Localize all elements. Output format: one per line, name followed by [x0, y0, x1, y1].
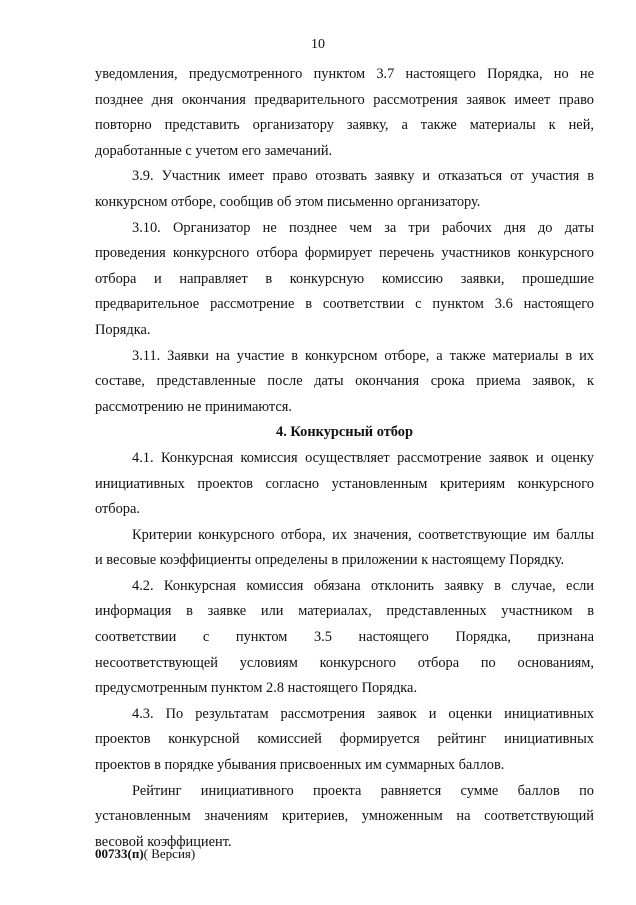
paragraph-line: 3.11. Заявки на участие в конкурсном отборе, а также материалы в их — [132, 347, 594, 364]
paragraph-line: позднее дня окончания предварительного рассмотрения заявок имеет право — [95, 91, 594, 108]
paragraph-line: отбора и направляет в конкурсную комиссию заявки, прошедшие — [95, 270, 594, 287]
paragraph-line: 4.2. Конкурсная комиссия обязана отклонить заявку в случае, если — [132, 577, 594, 594]
paragraph-line: предварительное рассмотрение в соответствии с пунктом 3.6 настоящего — [95, 296, 594, 313]
paragraph-line: отбора. — [95, 501, 140, 518]
page-number: 10 — [311, 37, 325, 52]
paragraph-line: составе, представленные после даты окончания срока приема заявок, к — [95, 373, 594, 390]
paragraph-line: 4.1. Конкурсная комиссия осуществляет рассмотрение заявок и оценку — [132, 449, 594, 466]
paragraph-line: соответствии с пунктом 3.5 настоящего Порядка, признана — [95, 629, 594, 646]
paragraphs-section-4 — [95, 446, 594, 856]
paragraph-line: проведения конкурсного отбора формирует перечень участников конкурсного — [95, 245, 594, 262]
paragraph — [95, 344, 594, 421]
paragraph-line: весовой коэффициент. — [95, 833, 232, 850]
paragraphs-before-section — [95, 62, 594, 420]
paragraph — [95, 779, 594, 856]
paragraph-line: установленным значениям критериев, умноженным на соответствующий — [95, 808, 594, 825]
paragraph — [95, 216, 594, 344]
paragraph — [95, 446, 594, 523]
paragraph-line: доработанные с учетом его замечаний. — [95, 142, 333, 159]
section-heading: 4. Конкурсный отбор — [276, 424, 413, 441]
document-code: 00733(п) — [95, 846, 144, 861]
paragraph — [95, 702, 594, 779]
paragraph-line: несоответствующей условиям конкурсного отбора по основаниям, — [95, 654, 594, 671]
paragraph-line: конкурсном отборе, сообщив об этом письменно организатору. — [95, 193, 481, 210]
paragraph-line: Критерии конкурсного отбора, их значения, соответствующие им баллы — [132, 526, 594, 543]
paragraph-line: 4.3. По результатам рассмотрения заявок и оценки инициативных — [132, 705, 594, 722]
paragraph — [95, 523, 594, 574]
document-footer — [95, 846, 195, 862]
paragraph-line: и весовые коэффициенты определены в приложении к настоящему Порядку. — [95, 552, 565, 569]
paragraph-line: 3.10. Организатор не позднее чем за три рабочих дня до даты — [132, 219, 594, 236]
document-body — [95, 62, 594, 855]
paragraph-line: проектов в порядке убывания присвоенных им суммарных баллов. — [95, 757, 505, 774]
paragraph-line: проектов конкурсной комиссией формируется рейтинг инициативных — [95, 731, 594, 748]
paragraph-line: инициативных проектов согласно установленным критериям конкурсного — [95, 475, 594, 492]
paragraph-line: повторно представить организатору заявку, а также материалы к ней, — [95, 117, 594, 134]
paragraph-line: Порядка. — [95, 321, 151, 338]
paragraph-line: рассмотрению не принимаются. — [95, 398, 292, 415]
paragraph-line: 3.9. Участник имеет право отозвать заявку и отказаться от участия в — [132, 168, 594, 185]
paragraph — [95, 62, 594, 164]
document-version: ( Версия) — [143, 846, 196, 861]
paragraph-line: информация в заявке или материалах, представленных участником в — [95, 603, 594, 620]
paragraph — [95, 164, 594, 215]
paragraph-line: предусмотренным пунктом 2.8 настоящего Порядка. — [95, 680, 418, 697]
paragraph-line: Рейтинг инициативного проекта равняется сумме баллов по — [132, 782, 594, 799]
paragraph-line: уведомления, предусмотренного пунктом 3.7 настоящего Порядка, но не — [95, 66, 594, 82]
paragraph — [95, 574, 594, 702]
